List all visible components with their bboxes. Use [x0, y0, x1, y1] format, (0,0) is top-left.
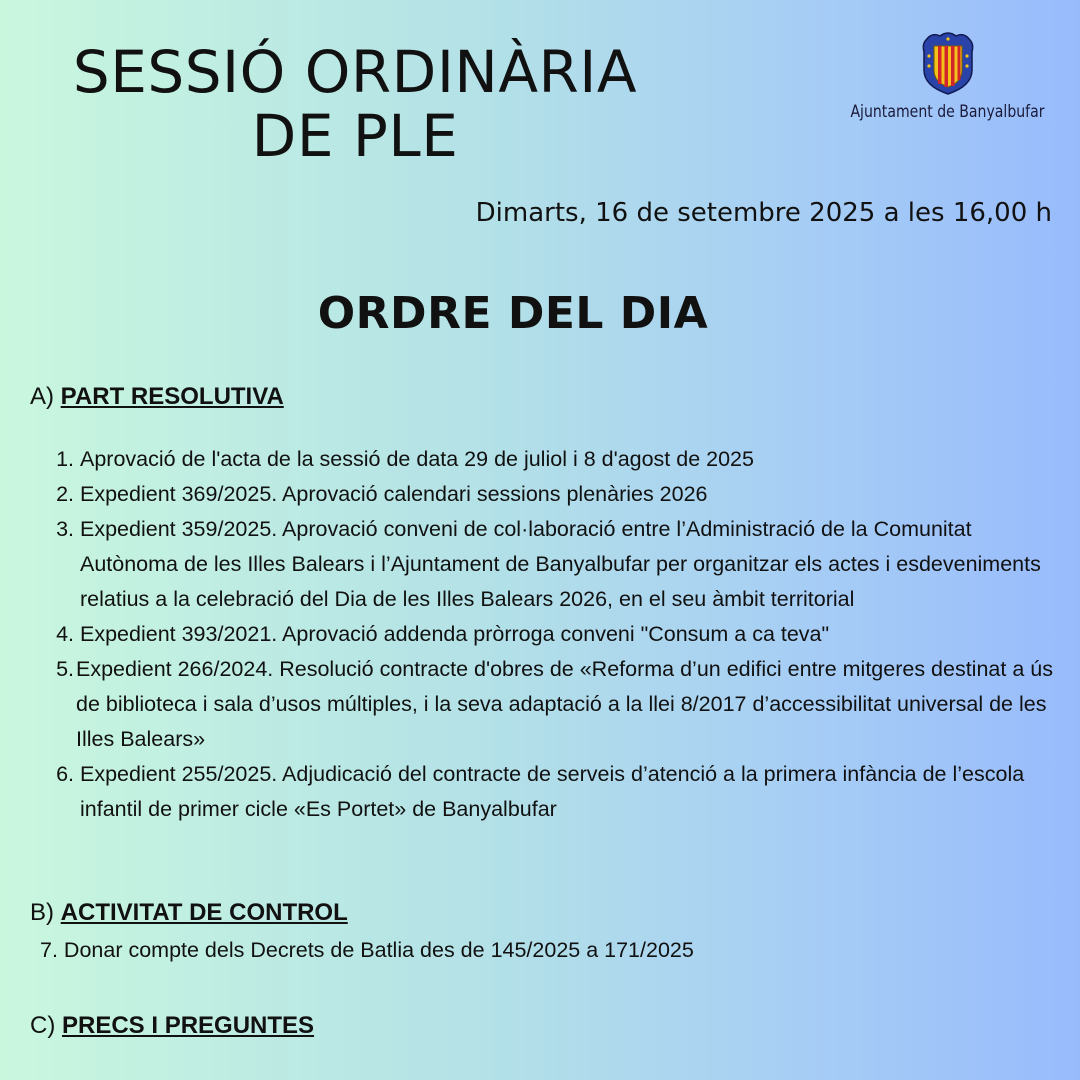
section-b-letter: B) [30, 899, 54, 926]
item-text: Expedient 359/2025. Aprovació conveni de col·laboració entre l’Administració de la Comunitat Autònoma de les Illes Balears i l’Ajuntament de Banyalbufar per organitzar els actes i esdeveniments relatius a la celebració del Dia de les Illes Balears 2026, en el seu àmbit territorial [80, 517, 1041, 611]
item-number: 5. [56, 657, 74, 681]
item-number: 3. [56, 517, 74, 541]
list-item [40, 757, 1060, 827]
section-c-letter: C) [30, 1012, 56, 1039]
section-c-title: PRECS I PREGUNTES [62, 1012, 315, 1039]
page-title [55, 40, 655, 168]
item-number: 1. [56, 447, 74, 471]
item-number: 2. [56, 482, 74, 506]
title-line-2: DE PLE [251, 102, 459, 170]
municipality-name: Ajuntament de Banyalbufar [850, 102, 1045, 122]
list-item [40, 933, 694, 968]
item-number: 4. [56, 622, 74, 646]
item-text: Expedient 393/2021. Aprovació addenda pròrroga conveni "Consum a ca teva" [80, 622, 830, 646]
list-item [40, 442, 1060, 477]
session-date: Dimarts, 16 de setembre 2025 a les 16,00 h [475, 198, 1052, 228]
list-item [40, 477, 1060, 512]
item-text: Donar compte dels Decrets de Batlia des de 145/2025 a 171/2025 [63, 938, 694, 962]
section-a-list [40, 442, 1060, 827]
item-number: 7. [40, 938, 58, 962]
item-text: Expedient 255/2025. Adjudicació del contracte de serveis d’atenció a la primera infància de l’escola infantil de primer cicle «Es Portet» de Banyalbufar [80, 762, 1025, 821]
coat-of-arms-icon [918, 30, 978, 96]
section-a-heading [30, 383, 284, 411]
list-item [40, 512, 1060, 617]
section-c-heading [30, 1012, 314, 1040]
list-item [40, 652, 1060, 757]
agenda-heading: ORDRE DEL DIA [317, 288, 709, 339]
section-b-title: ACTIVITAT DE CONTROL [60, 899, 348, 926]
item-number: 6. [56, 762, 74, 786]
list-item [40, 617, 1060, 652]
item-text: Expedient 266/2024. Resolució contracte d'obres de «Reforma d’un edifici entre mitgeres destinat a ús de biblioteca i sala d’usos múltiples, i la seva adaptació a la llei 8/2017 d’accessibilitat universal de les Illes Balears» [76, 657, 1053, 751]
title-line-1: SESSIÓ ORDINÀRIA [72, 38, 638, 106]
municipality-logo [840, 30, 1055, 122]
section-a-letter: A) [30, 383, 54, 410]
section-b-heading [30, 899, 348, 927]
section-a-title: PART RESOLUTIVA [60, 383, 284, 410]
item-text: Aprovació de l'acta de la sessió de data 29 de juliol i 8 d'agost de 2025 [80, 447, 754, 471]
item-text: Expedient 369/2025. Aprovació calendari sessions plenàries 2026 [80, 482, 708, 506]
